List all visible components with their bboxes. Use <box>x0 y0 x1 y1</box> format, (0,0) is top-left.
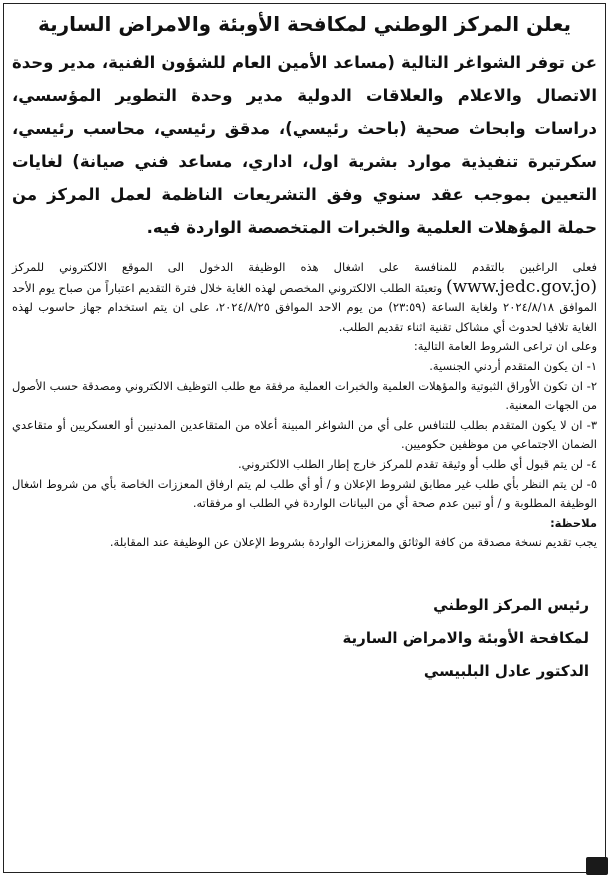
note-label: ملاحظة: <box>550 515 597 530</box>
vacancies-intro: عن توفر الشواغر التالية (مساعد الأمين العام للشؤون الفنية، مدير وحدة الاتصال والاعلام والعلاقات الدولية مدير وحدة التطوير المؤسسي، دراسات وابحاث صحية (باحث رئيسي)، مدقق رئيسي، محاسب رئيسي، سكرتيرة تنفيذية موارد بشرية اول، اداري، مساعد فني صيانة) لغايات التعيين بموجب عقد سنوي وفق التشريعات الناظمة لعمل المركز من حملة المؤهلات العلمية والخبرات المتخصصة الواردة فيه. <box>12 53 597 237</box>
job-advertisement <box>3 3 606 873</box>
apply-text-part2: وتعبئة الطلب الالكتروني المخصص لهذه الغاية خلال فترة التقديم اعتباراً من صباح يوم الأحد الموافق ٢٠٢٤/٨/١٨ ولغاية الساعة (٢٣:٥٩) من يوم الاحد الموافق ٢٠٢٤/٨/٢٥، على ان يتم استخدام جهاز حاسوب لهذه الغاية تلافيا لحدوث أي مشاكل تقنية اثناء تقديم الطلب. <box>12 280 597 334</box>
condition-item: ٣- ان لا يكون المتقدم بطلب للتنافس على أي من الشواغر المبينة أعلاه من المتقاعدين المدنيين أو العسكريين أو متقاعدي الضمان الاجتماعي من موظفين حكوميين. <box>12 417 597 452</box>
condition-item: ١- ان يكون المتقدم أردني الجنسية. <box>429 358 597 373</box>
website-link[interactable]: (www.jedc.gov.jo) <box>445 276 597 297</box>
application-instructions <box>12 258 597 337</box>
conditions-intro: وعلى ان تراعى الشروط العامة التالية: <box>413 339 597 354</box>
condition-item: ٤- لن يتم قبول أي طلب أو وثيقة تقدم للمركز خارج إطار الطلب الالكتروني. <box>237 456 597 471</box>
note-text: يجب تقديم نسخة مصدقة من كافة الوثائق والمعززات الواردة بشروط الإعلان عن الوظيفة عند المقابلة. <box>109 535 597 550</box>
apply-text-part1: فعلى الراغبين بالتقدم للمنافسة على اشغال هذه الوظيفة الدخول الى الموقع الالكتروني للمركز <box>12 260 597 274</box>
corner-mark <box>586 857 608 875</box>
ad-title: يعلن المركز الوطني لمكافحة الأوبئة والامراض السارية <box>38 12 571 36</box>
ad-body <box>12 258 597 553</box>
signature-name: الدكتور عادل البلبيسي <box>423 661 589 680</box>
signature-organization: لمكافحة الأوبئة والامراض السارية <box>342 628 589 647</box>
condition-item: ٢- ان تكون الأوراق الثبوتية والمؤهلات العلمية والخبرات العملية مرفقة مع طلب التوظيف الالكتروني ومصدقة حسب الأصول من الجهات المعنية. <box>12 378 597 413</box>
condition-item: ٥- لن يتم النظر بأي طلب غير مطابق لشروط الإعلان و / أو أي طلب لم يتم ارفاق المعززات الخاصة بأي من شروط اشغال الوظيفة المطلوبة و / أو تبين عدم صحة أي من البيانات الواردة في الطلب او مرفقاته. <box>12 476 597 511</box>
signature-block <box>12 589 597 688</box>
signature-title: رئيس المركز الوطني <box>433 595 589 614</box>
